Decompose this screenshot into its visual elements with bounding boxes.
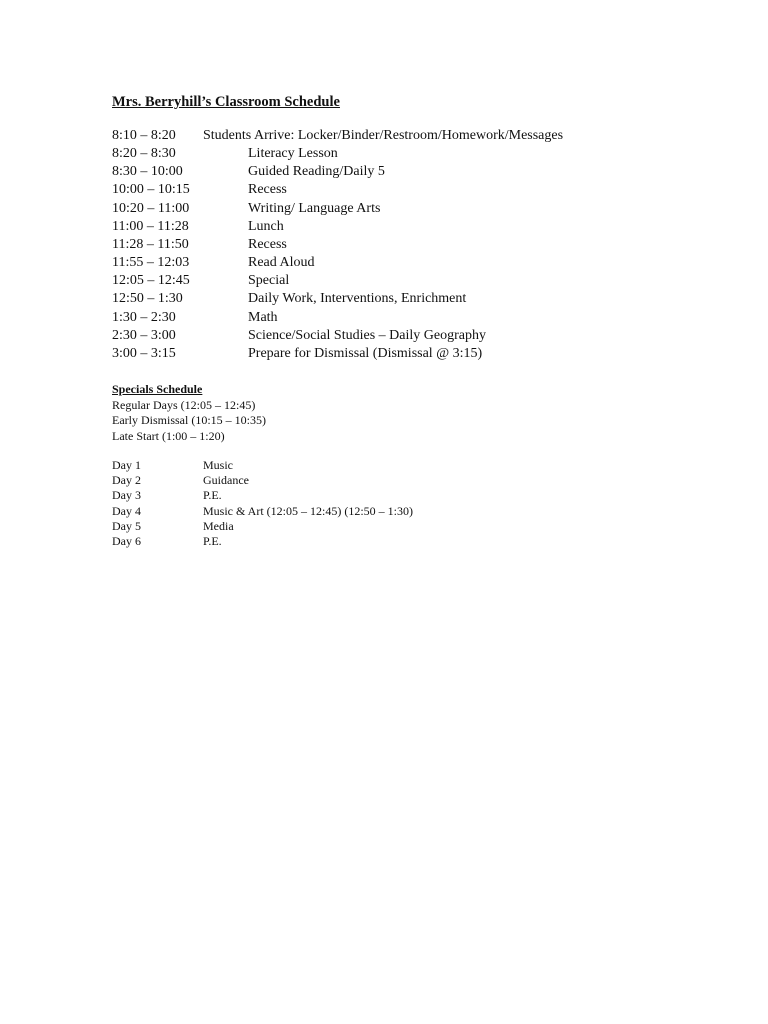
day-label: Day 2 <box>112 473 141 488</box>
specials-times <box>112 398 732 445</box>
schedule-row <box>112 181 732 199</box>
schedule-activity: Science/Social Studies – Daily Geography <box>248 327 486 343</box>
schedule-row <box>112 327 732 345</box>
schedule-activity: Lunch <box>248 218 284 234</box>
day-special: Guidance <box>203 473 249 488</box>
day-special: P.E. <box>203 534 222 549</box>
schedule-activity: Guided Reading/Daily 5 <box>248 164 385 180</box>
day-label: Day 4 <box>112 503 141 518</box>
specials-time-line: Early Dismissal (10:15 – 10:35) <box>112 413 266 428</box>
document-page <box>112 92 732 549</box>
schedule-activity: Read Aloud <box>248 255 315 271</box>
specials-day-list <box>112 458 732 549</box>
day-special: Music <box>203 458 233 473</box>
day-row <box>112 504 732 519</box>
specials-time-line: Late Start (1:00 – 1:20) <box>112 428 225 443</box>
schedule-time: 11:00 – 11:28 <box>112 218 189 234</box>
day-label: Day 3 <box>112 488 141 503</box>
schedule-activity: Students Arrive: Locker/Binder/Restroom/Homework/Messages <box>203 128 564 143</box>
schedule-time: 10:20 – 11:00 <box>112 200 190 216</box>
day-row <box>112 488 732 503</box>
specials-time-line: Regular Days (12:05 – 12:45) <box>112 397 256 412</box>
schedule-row <box>112 200 732 218</box>
day-label: Day 6 <box>112 534 141 549</box>
schedule-time: 1:30 – 2:30 <box>112 309 176 325</box>
schedule-activity: Recess <box>248 236 287 252</box>
day-special: P.E. <box>203 488 222 503</box>
schedule-row <box>112 127 732 145</box>
day-label: Day 1 <box>112 458 141 473</box>
schedule-activity: Special <box>248 273 290 289</box>
schedule-row <box>112 290 732 308</box>
schedule-row <box>112 345 732 363</box>
day-row <box>112 534 732 549</box>
page-title: Mrs. Berryhill’s Classroom Schedule <box>112 94 340 110</box>
schedule-activity: Literacy Lesson <box>248 146 338 162</box>
schedule-activity: Math <box>248 309 278 325</box>
day-row <box>112 458 732 473</box>
schedule-time: 12:50 – 1:30 <box>112 291 183 307</box>
schedule-time: 2:30 – 3:00 <box>112 327 176 343</box>
schedule-time: 3:00 – 3:15 <box>112 345 176 361</box>
schedule-row <box>112 145 732 163</box>
day-row <box>112 519 732 534</box>
schedule-time: 12:05 – 12:45 <box>112 273 190 289</box>
day-special: Media <box>203 518 234 533</box>
classroom-schedule <box>112 127 732 363</box>
schedule-time: 8:20 – 8:30 <box>112 146 176 162</box>
schedule-row <box>112 236 732 254</box>
schedule-time: 11:55 – 12:03 <box>112 255 190 271</box>
schedule-activity: Recess <box>248 182 287 198</box>
day-special: Music & Art (12:05 – 12:45) (12:50 – 1:30) <box>203 503 413 518</box>
specials-heading: Specials Schedule <box>112 382 203 397</box>
schedule-row <box>112 163 732 181</box>
schedule-activity: Prepare for Dismissal (Dismissal @ 3:15) <box>248 345 483 361</box>
schedule-row <box>112 272 732 290</box>
schedule-activity: Daily Work, Interventions, Enrichment <box>248 291 467 307</box>
schedule-time: 8:30 – 10:00 <box>112 164 183 180</box>
day-label: Day 5 <box>112 518 141 533</box>
day-row <box>112 473 732 488</box>
schedule-row <box>112 309 732 327</box>
schedule-activity: Writing/ Language Arts <box>248 200 381 216</box>
schedule-row <box>112 254 732 272</box>
schedule-time: 8:10 – 8:20 <box>112 128 176 143</box>
schedule-row <box>112 218 732 236</box>
schedule-time: 11:28 – 11:50 <box>112 236 189 252</box>
schedule-time: 10:00 – 10:15 <box>112 182 190 198</box>
